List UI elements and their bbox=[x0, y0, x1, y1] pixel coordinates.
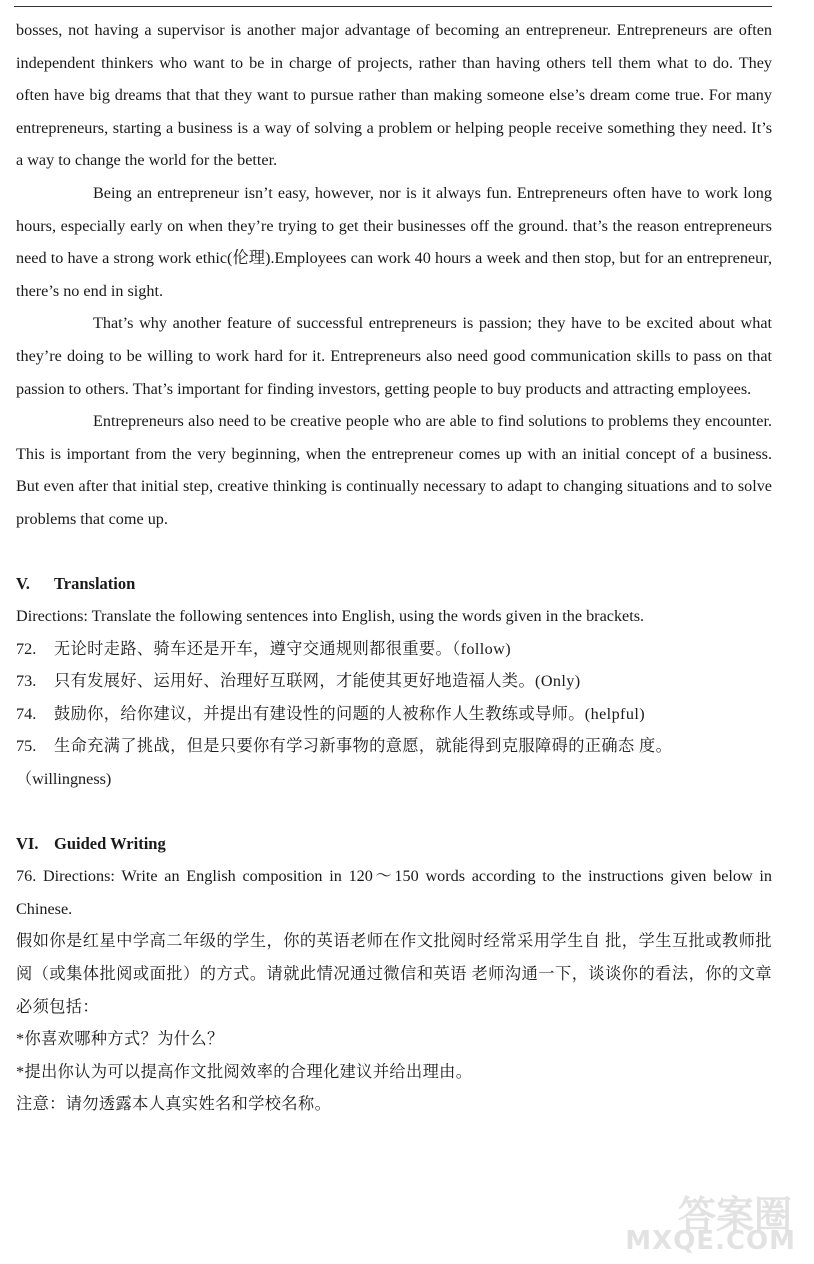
writing-note: 注意：请勿透露本人真实姓名和学校名称。 bbox=[16, 1095, 332, 1114]
translation-title: Translation bbox=[54, 573, 136, 593]
item-number: 72. bbox=[16, 639, 37, 658]
document-page bbox=[16, 14, 772, 1121]
item-text: 生命充满了挑战，但是只要你有学习新事物的意愿，就能得到克服障碍的正确态 度。 bbox=[54, 737, 673, 756]
translation-directions: Directions: Translate the following sentences into English, using the words given in the brackets. bbox=[16, 607, 645, 626]
translation-item bbox=[16, 730, 772, 763]
passage-paragraph-4: Entrepreneurs also need to be creative people who are able to find solutions to problems they encounter. This is important from the very beginning, when the entrepreneur comes up with an initial concept of a business. But even after that initial step, creative thinking is continually necessary to adapt to changing situations and to solve problems that come up. bbox=[16, 412, 772, 528]
writing-bullet-2: *提出你认为可以提高作文批阅效率的合理化建议并给出理由。 bbox=[16, 1062, 473, 1081]
passage-paragraph-2: Being an entrepreneur isn’t easy, however, nor is it always fun. Entrepreneurs often have to work long hours, especially early on when they’re trying to get their businesses off the ground. that’s the reason entrepreneurs need to have a strong work ethic(伦理).Employees can work 40 hours a week and then stop, but for an entrepreneur, there’s no end in sight. bbox=[16, 183, 772, 300]
passage-paragraph-3: That’s why another feature of successful entrepreneurs is passion; they have to be excited about what they’re doing to be willing to work hard for it. Entrepreneurs also need good communication skills to pass on that passion to others. That’s important for finding investors, getting people to buy products and attracting employees. bbox=[16, 314, 772, 398]
item-text: 无论时走路、骑车还是开车，遵守交通规则都很重要。（follow) bbox=[54, 639, 512, 658]
passage-paragraph-1: bosses, not having a supervisor is another major advantage of becoming an entrepreneur. Entrepreneurs are often independent thinkers who want to be in charge of projects, rather than having others tell them what to do. They often have big dreams that that they want to pursue rather than making someone else’s dream come true. For many entrepreneurs, starting a business is a way of solving a problem or helping people receive something they need. It’s a way to change the world for the better. bbox=[16, 21, 772, 170]
translation-item-75-continued: （willingness) bbox=[16, 770, 112, 789]
translation-item bbox=[16, 633, 772, 666]
translation-item bbox=[16, 698, 772, 731]
watermark-url: MXQE.COM bbox=[625, 1226, 796, 1256]
item-number: 74. bbox=[16, 704, 37, 723]
watermark-logo-text: 答案圈 bbox=[677, 1193, 792, 1237]
translation-section-number: V. bbox=[16, 573, 30, 593]
top-rule bbox=[14, 6, 772, 7]
site-watermark bbox=[616, 1184, 796, 1256]
translation-item bbox=[16, 665, 772, 698]
writing-directions: 76. Directions: Write an English composition in 120～150 words according to the instructions given below in Chinese. bbox=[16, 867, 772, 918]
item-text: 只有发展好、运用好、治理好互联网，才能使其更好地造福人类。(Only) bbox=[54, 672, 581, 691]
item-text: 鼓励你，给你建议，并提出有建设性的问题的人被称作人生教练或导师。(helpful) bbox=[54, 704, 646, 723]
writing-bullet-1: *你喜欢哪种方式？为什么？ bbox=[16, 1030, 224, 1049]
writing-prompt: 假如你是红星中学高二年级的学生，你的英语老师在作文批阅时经常采用学生自 批，学生互批或教师批阅（或集体批阅或面批）的方式。请就此情况通过微信和英语 老师沟通一下，谈谈你的看法，你的文章必须包括： bbox=[16, 932, 772, 1016]
translation-heading bbox=[16, 568, 772, 601]
writing-section-number: VI. bbox=[16, 833, 39, 853]
writing-title: Guided Writing bbox=[54, 833, 166, 853]
item-number: 75. bbox=[16, 737, 37, 756]
writing-heading bbox=[16, 828, 772, 861]
item-number: 73. bbox=[16, 672, 37, 691]
